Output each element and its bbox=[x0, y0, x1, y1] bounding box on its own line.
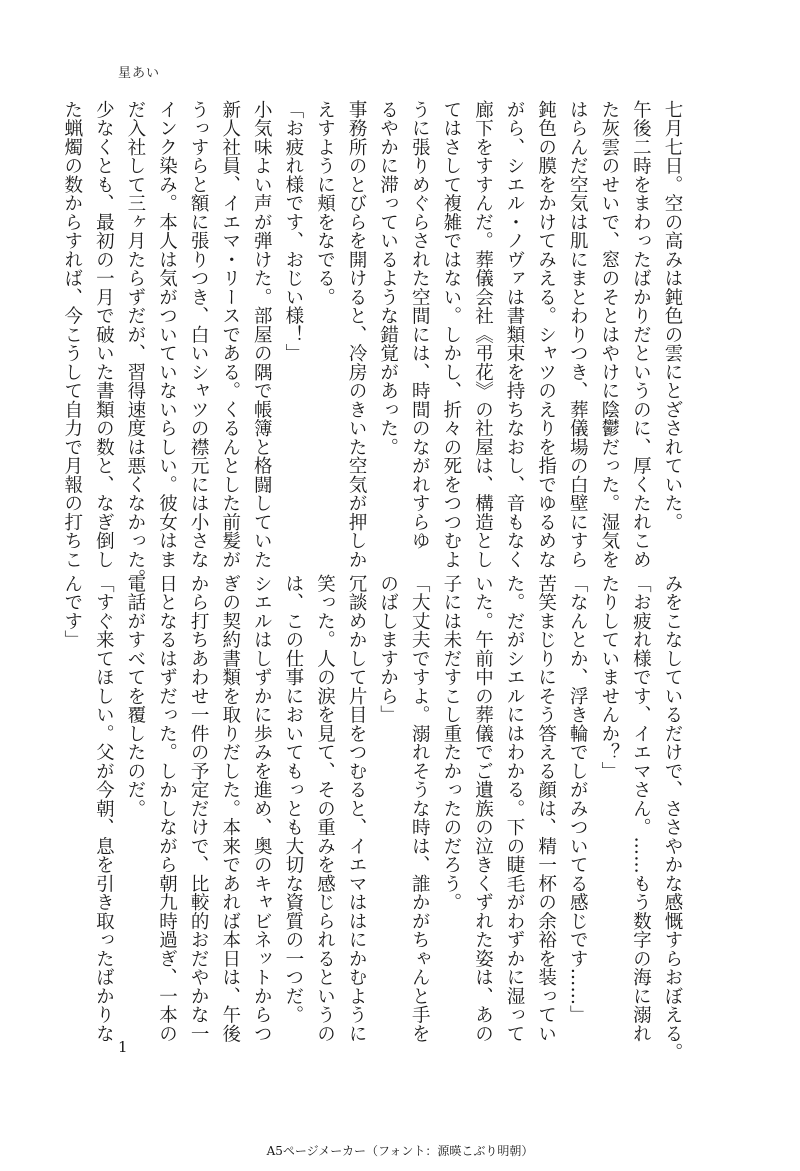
page-number: 1 bbox=[118, 1038, 128, 1056]
body-text-lower: みをこなしているだけで、ささやかな感慨すらおぼえる。 「お疲れ様です、イエマさん。……もう数字の海に溺れ たりしていませんか？」 「なんとか、浮き輪でしがみついてる感じです……」 苦笑まじりにそう答える顔は、精一杯の余裕を装ってい た。だがシエルにはわかる。下の睫毛がわずかに湿って いた。午前中の葬儀でご遺族の泣きくずれた姿は、あの 子には未だすこし重たかったのだろう。 「大丈夫ですよ。溺れそうな時は、誰かがちゃんと手を のばしますから」 冗談めかして片目をつむると、イエマははにかむように 笑った。人の涙を見て、その重みを感じられるというの は、この仕事においてもっとも大切な資質の一つだ。 シエルはしずかに歩みを進め、奥のキャビネットからつ ぎの契約書類を取りだした。本来であれば本日は、午後 から打ちあわせ一件の予定だけで、比較的おだやかな一 日となるはずだった。しかしながら朝九時過ぎ、一本の 電話がすべてを覆したのだ。 「すぐ来てほしい。父が今朝、息を引き取ったばかりな んです」 bbox=[61, 574, 683, 1062]
footer-caption: A5ページメーカー（フォント：源暎こぶり明朝） bbox=[266, 1144, 534, 1158]
body-text-upper: 七月七日。空の高みは鈍色の雲にとざされていた。 午後二時をまわったばかりだというのに、厚くたれこめ た灰雲のせいで、窓のそとはやけに陰鬱だった。湿気を はらんだ空気は肌にまとわりつき、葬儀場の白壁にすら 鈍色の膜をかけてみえる。シャツのえりを指でゆるめな がら、シエル・ノヴァは書類束を持ちなおし、音もなく 廊下をすすんだ。葬儀会社《弔花》の社屋は、構造とし てはさして複雑ではない。しかし、折々の死をつつむよ うに張りめぐらされた空間には、時間のながれすらゆ るやかに滞っているような錯覚があった。 事務所のとびらを開けると、冷房のきいた空気が押しか えすように頬をなでる。 「お疲れ様です、おじい様！」 小気味よい声が弾けた。部屋の隅で帳簿と格闘していた 新人社員、イエマ・リースである。くるんとした前髪が うっすらと額に張りつき、白いシャツの襟元には小さな インク染み。本人は気がついていないらしい。彼女はま だ入社して三ヶ月たらずだが、習得速度は悪くなかった。 少なくとも、最初の一月で破いた書類の数と、なぎ倒し た蝋燭の数からすれば、今こうして自力で月報の打ちこ bbox=[61, 100, 683, 588]
author-name: 星あい bbox=[118, 66, 161, 81]
